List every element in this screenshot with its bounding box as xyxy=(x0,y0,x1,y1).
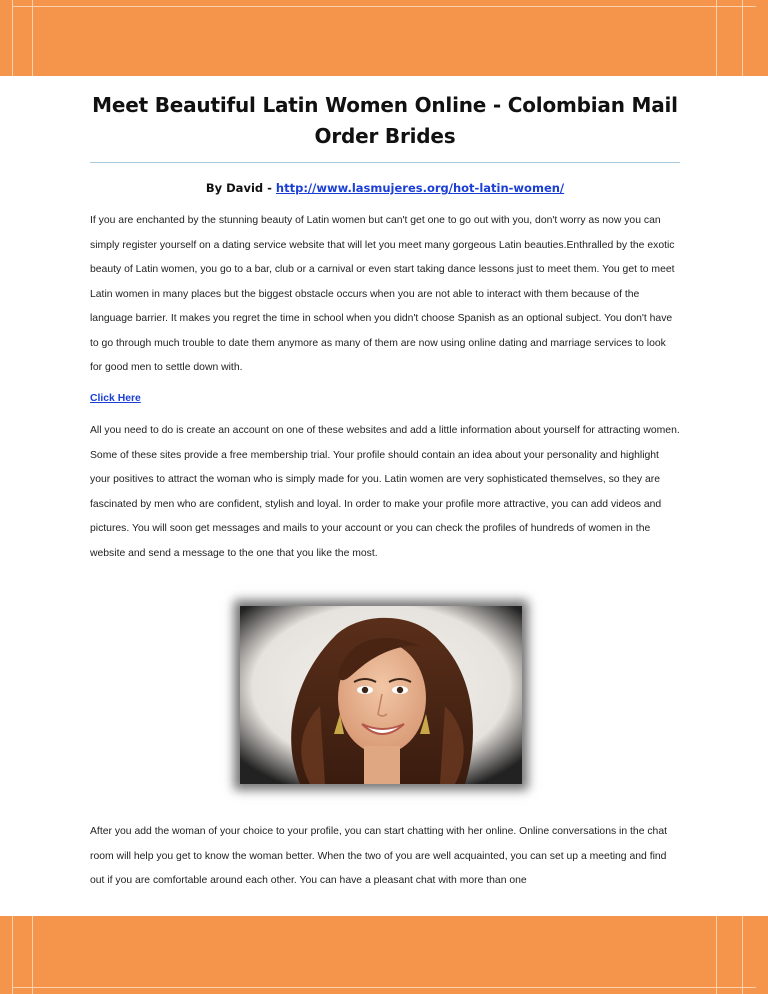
frame-line xyxy=(32,0,33,76)
paragraph-intro: If you are enchanted by the stunning beauty of Latin women but can't get one to go out with you, don't worry as now you can simply register yourself on a dating service website that will let you meet many gorgeous Latin beauties.Enthralled by the exotic beauty of Latin women, you go to a bar, club or a carnival or even start taking dance lessons just to meet them. You get to meet Latin women in many places but the biggest obstacle occurs when you are not able to interact with them because of the language barrier. It makes you regret the time in school when you didn't choose Spanish as an optional subject. You don't have to go through much trouble to date them anymore as many of them are now using online dating and marriage services to look for good men to settle down with. xyxy=(90,215,675,373)
frame-line xyxy=(716,916,717,994)
frame-line xyxy=(742,0,743,76)
title-divider xyxy=(90,162,680,163)
paragraph-account: All you need to do is create an account on one of these websites and add a little information about yourself for attracting women. Some of these sites provide a free membership trial. Your profile should contain an idea about your personality and highlight your positives to attract the woman who is simply made for you. Latin women are very sophisticated themselves, so they are fascinated by men who are confident, stylish and loyal. In order to make your profile more attractive, you can add videos and pictures. You will soon get messages and mails to your account or you can check the profiles of hundreds of women in the website and send a message to the one that you like the most. xyxy=(90,425,680,559)
paragraph-chat: After you add the woman of your choice to your profile, you can start chatting with her online. Online conversations in the chat room will help you get to know the woman better. When the two of you are well acquainted, you can set up a meeting and find out if you are comfortable around each other. You can have a pleasant chat with more than one xyxy=(90,826,668,886)
article xyxy=(90,90,680,566)
byline xyxy=(90,181,680,195)
byline-author: By David - xyxy=(205,181,276,195)
frame-line xyxy=(12,916,13,994)
frame-line xyxy=(32,916,33,994)
portrait-photo xyxy=(240,606,522,784)
click-here-link[interactable]: Click Here xyxy=(90,392,141,404)
frame-line xyxy=(12,0,13,76)
portrait-image xyxy=(240,606,522,784)
frame-line xyxy=(742,916,743,994)
header-band xyxy=(0,0,768,76)
frame-line xyxy=(716,0,717,76)
page-title: Meet Beautiful Latin Women Online - Colombian Mail Order Brides xyxy=(92,93,678,148)
byline-link[interactable]: http://www.lasmujeres.org/hot-latin-women/ xyxy=(275,181,565,195)
footer-band xyxy=(0,916,768,994)
click-here-row xyxy=(90,387,680,412)
